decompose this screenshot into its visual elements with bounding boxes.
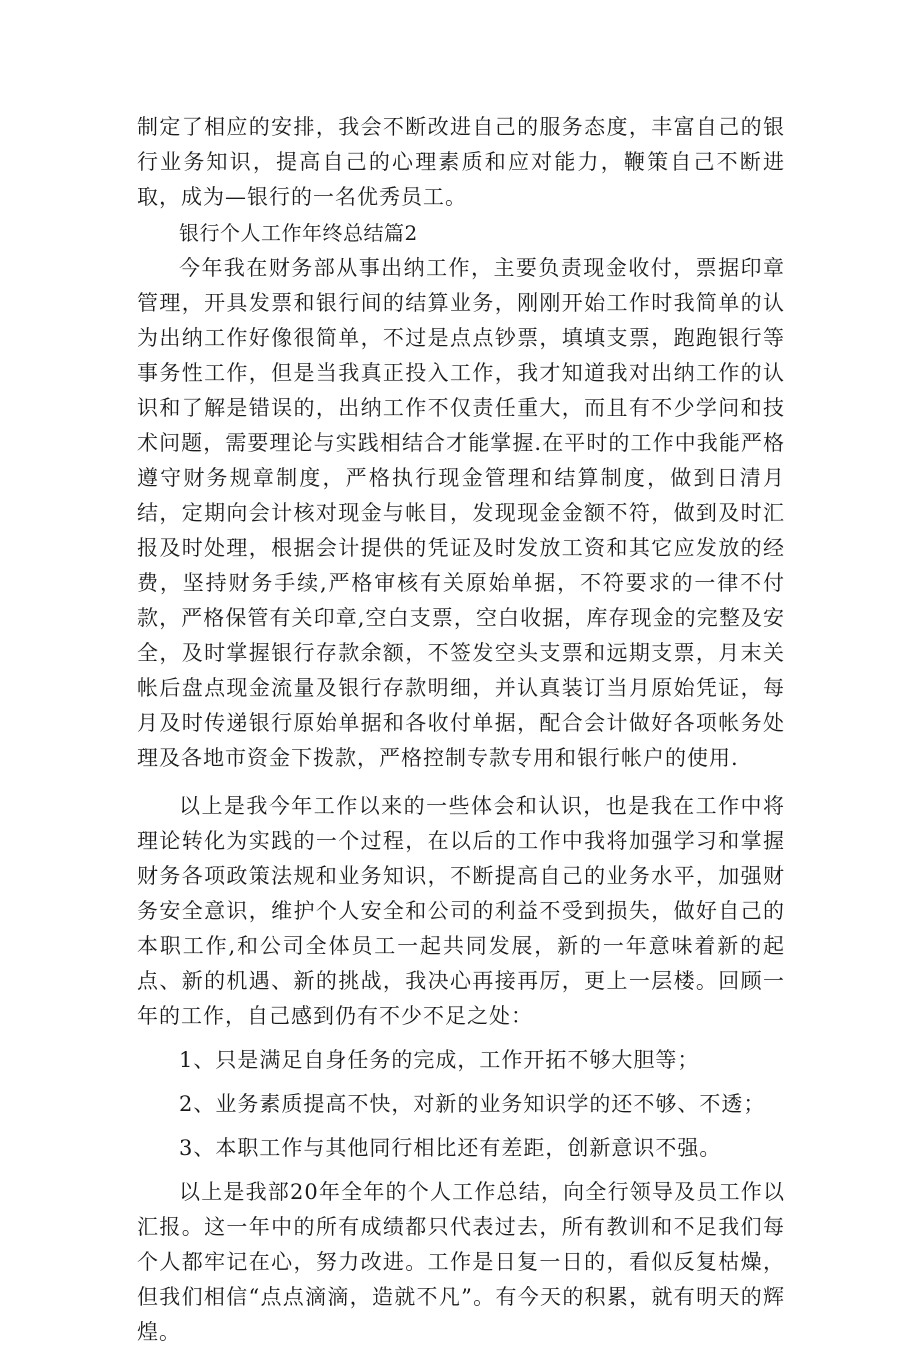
document-body: [137, 110, 785, 1350]
list-item-1: 1、只是满足自身任务的完成，工作开拓不够大胆等；: [179, 1048, 700, 1072]
intro-tail-paragraph: 制定了相应的安排，我会不断改进自己的服务态度，丰富自己的银行业务知识，提高自己的心理素质和应对能力，鞭策自己不断进取，成为—银行的一名优秀员工。: [137, 115, 785, 209]
section-heading: 银行个人工作年终总结篇2: [179, 221, 418, 245]
body-paragraph-2: 以上是我今年工作以来的一些体会和认识，也是我在工作中将理论转化为实践的一个过程，在以后的工作中我将加强学习和掌握财务各项政策法规和业务知识，不断提高自己的业务水平，加强财务安全意识，维护个人安全和公司的利益不受到损失，做好自己的本职工作,和公司全体员工一起共同发展，新的一年意味着新的起点、新的机遇、新的挑战，我决心再接再厉，更上一层楼。回顾一年的工作，自己感到仍有不少不足之处：: [137, 794, 785, 1028]
list-item-3: 3、本职工作与其他同行相比还有差距，创新意识不强。: [179, 1136, 722, 1160]
body-paragraph-1: 今年我在财务部从事出纳工作，主要负责现金收付，票据印章管理，开具发票和银行间的结算业务，刚刚开始工作时我简单的认为出纳工作好像很简单，不过是点点钞票，填填支票，跑跑银行等事务性工作，但是当我真正投入工作，我才知道我对出纳工作的认识和了解是错误的，出纳工作不仅责任重大，而且有不少学问和技术问题，需要理论与实践相结合才能掌握.在平时的工作中我能严格遵守财务规章制度，严格执行现金管理和结算制度，做到日清月结，定期向会计核对现金与帐目，发现现金金额不符，做到及时汇报及时处理，根据会计提供的凭证及时发放工资和其它应发放的经费，坚持财务手续,严格审核有关原始单据，不符要求的一律不付款，严格保管有关印章,空白支票，空白收据，库存现金的完整及安全，及时掌握银行存款余额，不签发空头支票和远期支票，月末关帐后盘点现金流量及银行存款明细，并认真装订当月原始凭证，每月及时传递银行原始单据和各收付单据，配合会计做好各项帐务处理及各地市资金下拨款，严格控制专款专用和银行帐户的使用.: [137, 256, 785, 770]
list-item-2: 2、业务素质提高不快，对新的业务知识学的还不够、不透；: [179, 1092, 766, 1116]
closing-paragraph: 以上是我部20年全年的个人工作总结，向全行领导及员工作以汇报。这一年中的所有成绩都只代表过去，所有教训和不足我们每个人都牢记在心，努力改进。工作是日复一日的，看似反复枯燥，但我们相信“点点滴滴，造就不凡”。有今天的积累，就有明天的辉煌。: [137, 1180, 785, 1344]
